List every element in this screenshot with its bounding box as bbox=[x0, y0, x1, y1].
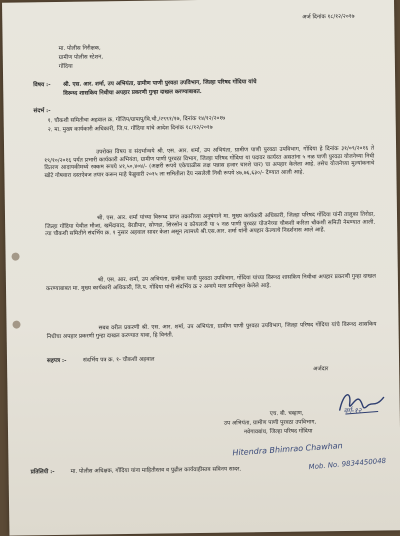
letter-page bbox=[2, 0, 400, 536]
letter-date: अर्ज दिनांक १८/१२/२०१७ bbox=[302, 13, 355, 21]
subject-label: विषय :- bbox=[33, 82, 51, 89]
addressee-line: गोंदिया bbox=[58, 63, 73, 70]
signatory-designation: उप अभियंता, ग्रामीण पाणी पुरवठा उपविभाग, bbox=[223, 419, 317, 427]
subject-line: विरूध्द शासकिय निधीचा अपहार प्रकरणी गुन्हा दाखल करण्याबाबत. bbox=[63, 88, 202, 97]
copy-text: मा. पोलीस अधिक्षक, गोंदिया यांना माहितीस्तव व पुढील कार्यवाहीस्तव सविनय सादर. bbox=[70, 466, 242, 475]
punch-hole bbox=[12, 321, 20, 329]
body-paragraph: उपरोक्त विषय व संदर्भान्वये श्री. एस. आर. शर्मा, उप अभियंता, ग्रामीण पाणी पुरवठा उपविभाग, गोंदिया हे दिनांक ३१/०९/२०१६ ते १९/१०/२०१६ पर्यंत प्रभारी कार्यकारी अभियंता, ग्रामीण पाणी पुरवठा विभाग, जिल्हा परिषद गोंदिया या पदावर कार्यरत असतांना ५ नळ पाणी पुरवठा योजनेच्या निधी वितरण आदायकीमध्ये रक्कम रूपये ४१,५०,४०४/- (अक्षरी रूपये एकेचाळीस लक्ष पन्नास हजार चारशे चार) चा अपहार केलेला आहे. तसेच योजनेच्या मुल्यांकनाचे खोटे गोषवारा दस्तऐवज तयार करून माहे फेब्रुवारी २०१५ ला समितीला देय नसलेली निधी रूपये ४७,७६,६३०/- देण्यात आली आहे. bbox=[44, 145, 375, 179]
reference-item: २. मा. मुख्य कार्यकारी अधिकारी, जि.प. गोंदिया यांचे आदेश दिनांक १८/१२/२०१७ bbox=[47, 124, 213, 134]
addressee-line: मा. पोलीस निरीक्षक, bbox=[58, 45, 101, 52]
reference-item: १. चौकशी समितीचा अहवाल क्र. गोजिप/ग्रापापु/वि.चौ./२९९१/१७, दिनांक १४/१२/२०१७ bbox=[47, 115, 226, 125]
reference-label: संदर्भ :- bbox=[33, 108, 51, 115]
signatory-office: नवेगावबांध, जिल्हा परिषद गोंदिया bbox=[243, 428, 313, 436]
punch-hole bbox=[12, 253, 20, 261]
addressee-line: ग्रामीण पोलीस स्टेशन, bbox=[58, 54, 104, 61]
applicant-label: अर्जदार bbox=[313, 366, 329, 373]
body-paragraph: सबब वरील प्रकरणी श्री. एस. आर. शर्मा, उप अभियंता, ग्रामीण पाणी पुरवठा उपविभाग, जिल्हा परिषद गोंदिया यांचे विरूध्द शासकिय निधीचा अपहार प्रकरणी गुन्हा दाखल करण्यात यावा, हि विनंती. bbox=[46, 321, 377, 340]
signatory-name: एच. बी. चव्हाण, bbox=[269, 410, 304, 418]
copy-label: प्रतिलिपी :- bbox=[30, 469, 55, 476]
enclosure-text: संदर्भिय पत्र क्र. १- चौकशी अहवाल bbox=[82, 356, 155, 364]
subject-line: श्री. एस. आर. शर्मा, उप अभियंता, ग्रामीण पाणी पुरवठा उपविभाग, जिल्हा परिषद गोंदिया यांचे bbox=[63, 79, 257, 88]
enclosure-label: सहपत्र :- bbox=[46, 357, 67, 365]
handwritten-note: वर्ग-१२ bbox=[343, 406, 362, 416]
body-paragraph: श्री. एस. आर. शर्मा, उप अभियंता, ग्रामीण पाणी पुरवठा उपविभाग, गोंदिया यांच्या विरूध्द शासकिय निधीचा अपहार प्रकरणी गुन्हा दाखल करण्याबाबत मा. मुख्य कार्यकारी अधिकारी, जि.प. गोंदिया यांनी संदर्भिय क्र २ अन्वये मला प्राधिकृत केलेले आहे. bbox=[45, 273, 376, 292]
handwritten-mobile: Mob. No. 9834450048 bbox=[308, 456, 387, 472]
body-paragraph: श्री. एस. आर. शर्मा यांच्या विरूध्द प्राप्त तक्रारीच्या अनुषंगाने मा. मुख्य कार्यकारी अधिकारी, जिल्हा परिषद गोंदिया यांनी तालुका तिरोडा, जिल्हा गोंदिया येथील मौजा, खमेंदाबाद, बेरडीपार, सोणडा, सिरसोन व कोयलारी या ५ नळ पाणी पुरवठा योजनेच्या चौकशी करिता चौकशी समिती नेमण्यात आली. त्या चौकशी समितीने संदर्भिय क्र. १ नुसार अहवाल सादर केला असून त्यामध्ये श्री.एस.आर. शर्मा यांनी अपहार केल्याचे निदर्शनास आले आहे. bbox=[45, 211, 376, 238]
handwritten-name: Hitendra Bhimrao Chawhan bbox=[232, 441, 343, 458]
